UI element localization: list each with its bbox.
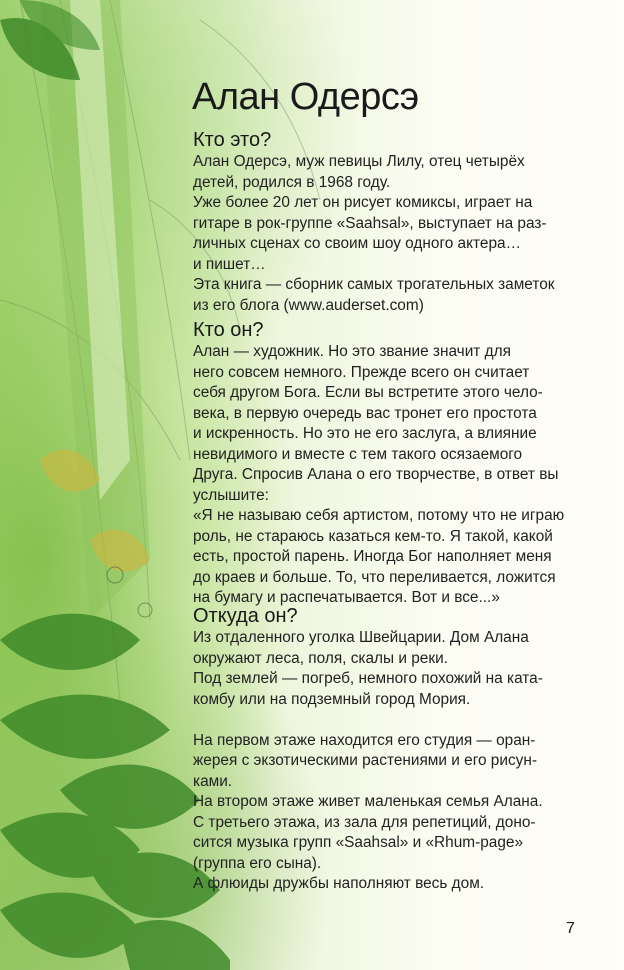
paragraph-line: услышите: (193, 486, 269, 504)
paragraph-line: Алан — художник. Но это звание значит для (193, 343, 511, 360)
paragraph-line: гитаре в рок-группе «Saahsal», выступает на раз- (193, 214, 547, 232)
paragraph-line: На первом этаже находится его студия — оран- (193, 731, 536, 749)
paragraph-line: комбу или на подземный город Мория. (193, 690, 471, 708)
section-heading: Кто это? (193, 129, 272, 151)
paragraph-line: роль, не стараюсь казаться кем-то. Я такой, какой (193, 527, 553, 545)
paragraph-line: окружают леса, поля, скалы и реки. (193, 649, 448, 667)
paragraph-line: и искренность. Но это не его заслуга, а влияние (193, 425, 537, 442)
paragraph-line: «Я не называю себя артистом, потому что не играю (193, 507, 565, 524)
paragraph-line: себя другом Бога. Если вы встретите этого чело- (193, 384, 543, 401)
section-heading: Кто он? (193, 319, 264, 341)
paragraph-line: На втором этаже живет маленькая семья Алана. (193, 793, 543, 810)
paragraph-line: С третьего этажа, из зала для репетиций, доно- (193, 813, 536, 831)
paragraph-line: сится музыка групп «Saahsal» и «Rhum-page» (193, 834, 524, 851)
paragraph-line: Уже более 20 лет он рисует комиксы, играет на (193, 194, 533, 211)
paragraph-line: века, в первую очередь вас тронет его простота (193, 404, 537, 422)
paragraph-line: из его блога (www.auderset.com) (193, 296, 424, 314)
paragraph-line (193, 710, 543, 731)
section-heading: Откуда он? (193, 605, 298, 627)
paragraph-line: личных сценах со своим шоу одного актера… (193, 235, 521, 252)
paragraph-line: Под землей — погреб, немного похожий на ката- (193, 670, 543, 687)
paragraph-line: него совсем немного. Прежде всего он считает (193, 363, 530, 381)
paragraph-line: на бумагу и распечатывается. Вот и все...» (193, 589, 500, 606)
paragraph-line: Из отдаленного уголка Швейцарии. Дом Алана (193, 629, 529, 646)
paragraph-line: детей, родился в 1968 году. (193, 173, 391, 191)
paragraph-line: есть, простой парень. Иногда Бог наполняет меня (193, 548, 552, 565)
page-title: Алан Одерсэ (192, 76, 419, 118)
paragraph-line: Друга. Спросив Алана о его творчестве, в ответ вы (193, 466, 559, 483)
section-where-from (193, 604, 543, 895)
paragraph-line: невидимого и вместе с тем такого осязаемого (193, 445, 523, 463)
page-number: 7 (566, 920, 575, 937)
paragraph-line: до краев и больше. То, что переливается, ложится (193, 568, 556, 586)
paragraph-line: ками. (193, 772, 233, 790)
section-who-is-it (193, 128, 555, 316)
paragraph-line: Алан Одерсэ, муж певицы Лилу, отец четырёх (193, 153, 525, 170)
paragraph-line: (группа его сына). (193, 854, 322, 872)
paragraph-line: жерея с экзотическими растениями и его рисун- (193, 752, 537, 769)
paragraph-line: Эта книга — сборник самых трогательных заметок (193, 276, 555, 293)
paragraph-line: и пишет… (193, 255, 266, 273)
paragraph-line: А флюиды дружбы наполняют весь дом. (193, 875, 485, 892)
section-who-is-he (193, 318, 564, 609)
